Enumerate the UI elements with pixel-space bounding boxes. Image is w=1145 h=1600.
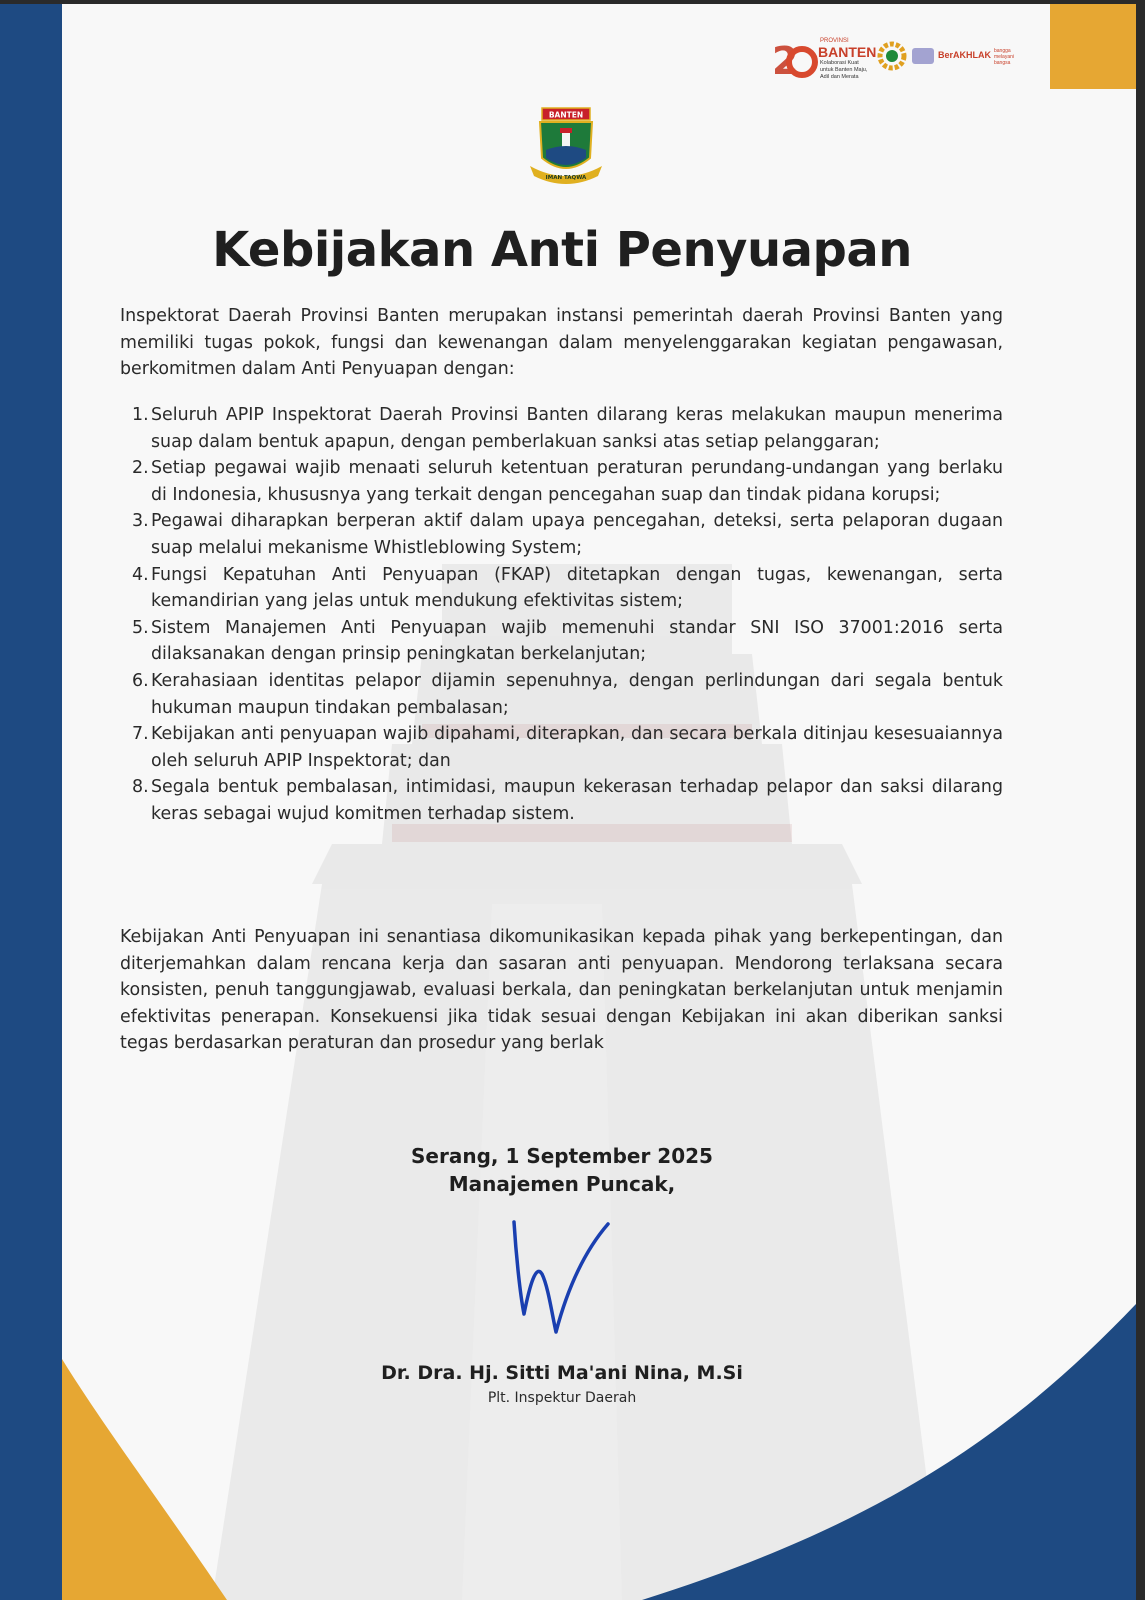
top-right-gold-corner xyxy=(1050,4,1136,89)
list-item-text: Fungsi Kepatuhan Anti Penyuapan (FKAP) ditetapkan dengan tugas, kewenangan, serta kemandirian yang jelas untuk mendukung efektivitas sistem; xyxy=(151,564,1003,612)
svg-text:2: 2 xyxy=(772,39,799,83)
list-item-number: 5. xyxy=(132,617,149,638)
banten-tagline-1: Kolaborasi Kuat xyxy=(820,60,859,66)
emblem-bottom-text: IMAN TAQWA xyxy=(545,175,587,181)
document-page xyxy=(62,4,1136,1600)
bangga-logo-line-3: bangsa xyxy=(994,60,1011,66)
signer-position: Manajemen Puncak, xyxy=(448,1172,676,1196)
list-item-number: 8. xyxy=(132,777,149,798)
document-title: Kebijakan Anti Penyuapan xyxy=(212,222,912,278)
banten-small-label: PROVINSI xyxy=(820,38,849,44)
list-item-text: Seluruh APIP Inspektorat Daerah Provinsi Banten dilarang keras melakukan maupun menerima suap dalam bentuk apapun, dengan pemberlakuan sanksi atas setiap pelanggaran; xyxy=(151,405,1003,452)
list-item-text: Setiap pegawai wajib menaati seluruh ketentuan peraturan perundang-undangan yang berlaku di Indonesia, khususnya yang terkait dengan pencegahan suap dan tindak pidana korupsi; xyxy=(151,458,1003,505)
place-date: Serang, 1 September 2025 xyxy=(411,1144,713,1168)
berakhlak-logo-text: BerAKHLAK xyxy=(938,50,992,60)
partner-logo-icon xyxy=(912,48,934,64)
list-item xyxy=(120,402,1003,455)
list-item-number: 7. xyxy=(132,724,149,745)
list-item xyxy=(120,668,1003,721)
banten-brand-text: BANTEN xyxy=(818,44,877,60)
left-navy-border xyxy=(0,4,62,1600)
list-item xyxy=(120,774,1003,827)
list-item xyxy=(120,615,1003,668)
closing-paragraph: Kebijakan Anti Penyuapan ini senantiasa dikomunikasikan kepada pihak yang berkepentingan, dan diterjemahkan dalam rencana kerja dan sasaran anti penyuapan. Mendorong terlaksana secara konsisten, penuh tanggungjawab, evaluasi berkala, dan peningkatan berkelanjutan untuk menjamin efektivitas penerapan. Konsekuensi jika tidak sesuai dengan Kebijakan ini akan diberikan sanksi tegas berdasarkan peraturan dan prosedur yang berlak xyxy=(120,927,1003,1054)
signer-name: Dr. Dra. Hj. Sitti Ma'ani Nina, M.Si xyxy=(381,1362,743,1384)
list-item xyxy=(120,562,1003,615)
banten-province-emblem xyxy=(526,106,606,186)
banten-tagline-2: untuk Banten Maju, xyxy=(820,67,868,73)
list-item-text: Pegawai diharapkan berperan aktif dalam upaya pencegahan, deteksi, serta pelaporan dugaan suap melalui mekanisme Whistleblowing System; xyxy=(151,511,1003,558)
bangga-logo-line-1: bangga xyxy=(994,48,1011,54)
list-item xyxy=(120,508,1003,561)
window-right-edge xyxy=(1136,0,1145,1600)
list-item xyxy=(120,455,1003,508)
list-item-text: Sistem Manajemen Anti Penyuapan wajib memenuhi standar SNI ISO 37001:2016 serta dilaksanakan dengan prinsip peningkatan berkelanjutan; xyxy=(151,617,1003,665)
list-item-text: Kerahasiaan identitas pelapor dijamin sepenuhnya, dengan perlindungan dari segala bentuk hukuman maupun tindakan pembalasan; xyxy=(151,670,1003,718)
signature-header xyxy=(362,1142,762,1198)
signer-role: Plt. Inspektur Daerah xyxy=(487,1390,637,1406)
bangga-logo-line-2: melayani xyxy=(994,54,1015,60)
list-item-number: 3. xyxy=(132,511,149,532)
list-item xyxy=(120,721,1003,774)
list-item-number: 2. xyxy=(132,458,149,479)
banten-tagline-3: Adil dan Merata xyxy=(820,74,859,80)
header-logos xyxy=(772,36,1042,84)
list-item-number: 1. xyxy=(132,405,149,425)
list-item-text: Segala bentuk pembalasan, intimidasi, maupun kekerasan terhadap pelapor dan saksi dilarang keras sebagai wujud komitmen terhadap sistem. xyxy=(151,777,1003,824)
list-item-text: Kebijakan anti penyuapan wajib dipahami, diterapkan, dan secara berkala ditinjau kesesuaiannya oleh seluruh APIP Inspektorat; dan xyxy=(151,724,1003,771)
list-item-number: 6. xyxy=(132,670,149,691)
emblem-top-text: BANTEN xyxy=(548,110,584,120)
handwritten-signature xyxy=(502,1214,622,1339)
policy-commitments-list xyxy=(120,402,1003,828)
list-item-number: 4. xyxy=(132,564,149,585)
intro-paragraph: Inspektorat Daerah Provinsi Banten merupakan instansi pemerintah daerah Provinsi Banten yang memiliki tugas pokok, fungsi dan kewenangan dalam menyelenggarakan kegiatan pengawasan, berkomitmen dalam Anti Penyuapan dengan: xyxy=(120,306,1003,380)
